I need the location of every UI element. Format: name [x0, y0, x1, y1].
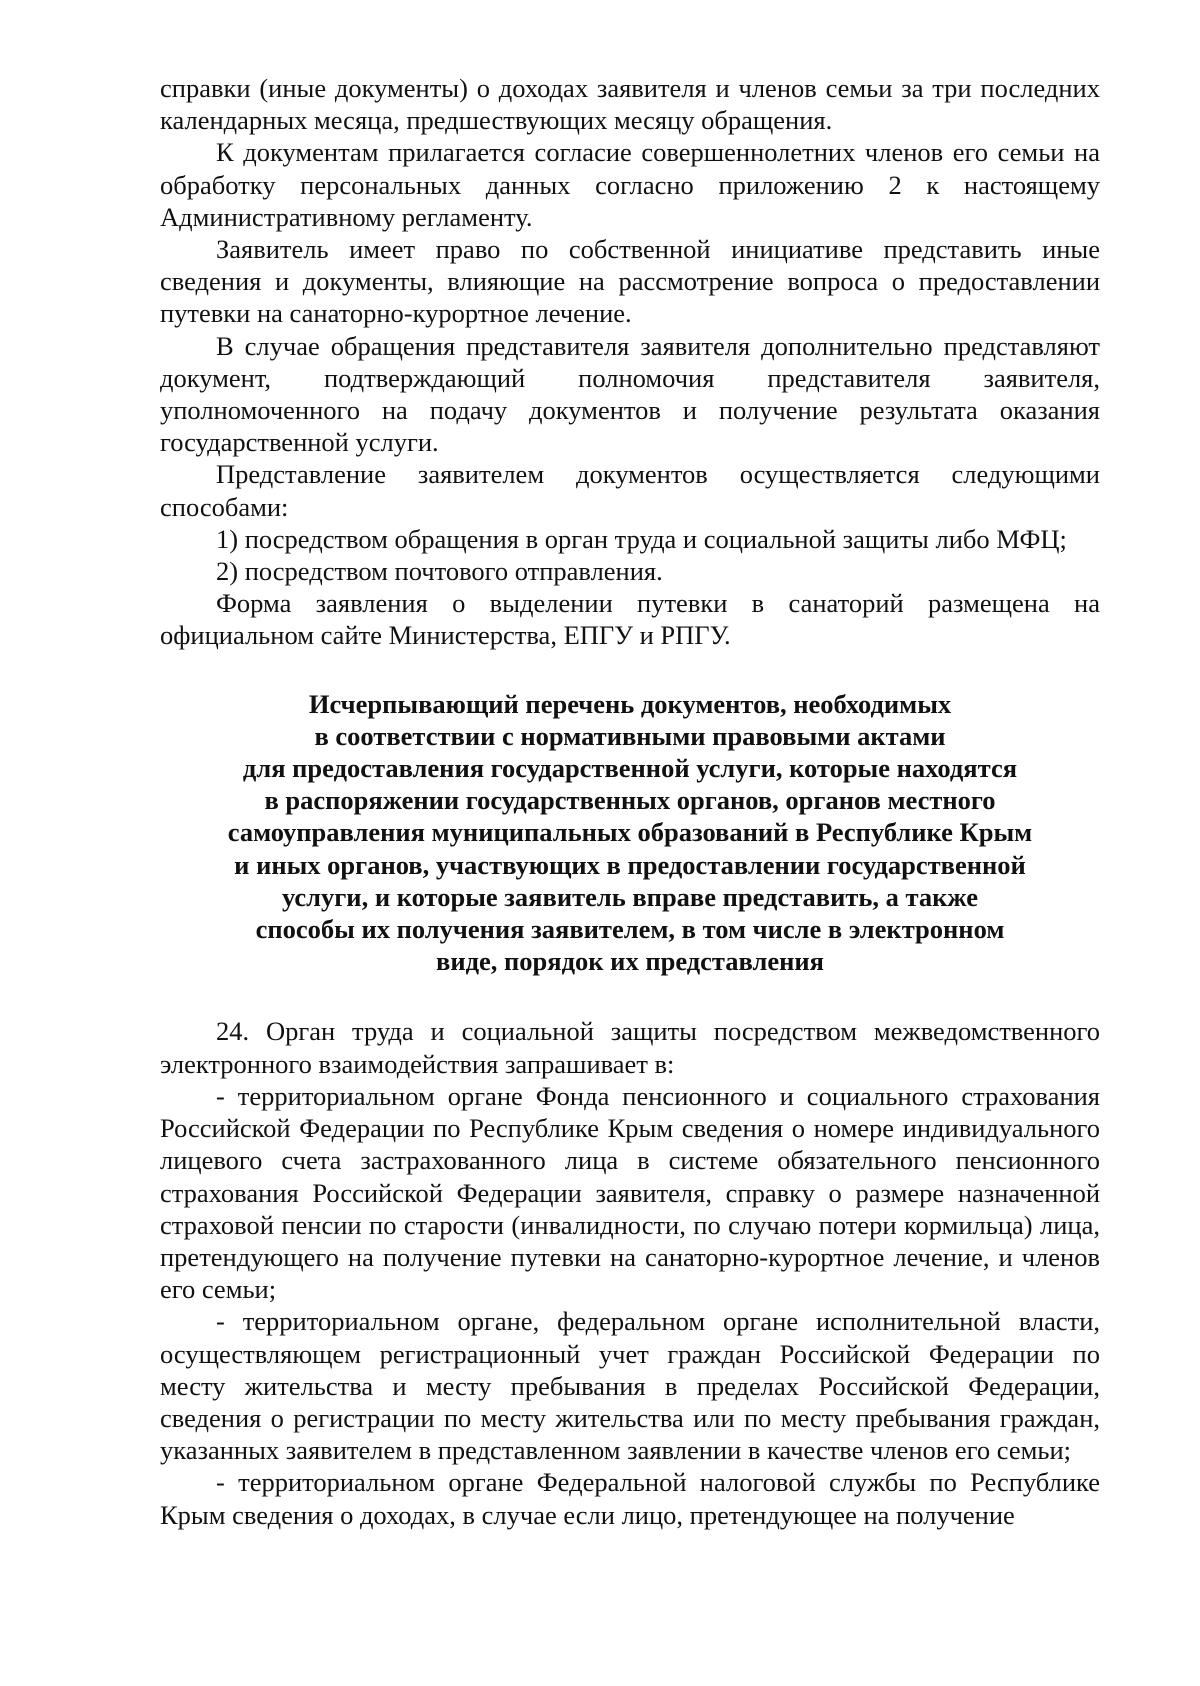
heading-line: виде, порядок их представления [436, 946, 824, 977]
heading-line: Исчерпывающий перечень документов, необходимых [308, 688, 952, 719]
paragraph-submission-methods: Представление заявителем документов осуществляется следующими способами: [160, 459, 1100, 522]
list-item-tax-service: - территориальном органе Федеральной налоговой службы по Республике Крым сведения о доходах, в случае если лицо, претендующее на получение [160, 1467, 1100, 1530]
list-item-registration-authority: - территориальном органе, федеральном органе исполнительной власти, осуществляющем регистрационный учет граждан Российской Федерации по месту жительства и месту пребывания в пределах Российской Федерации, сведения о регистрации по месту жительства или по месту пребывания граждан, указанных заявителем в представленном заявлении в качестве членов его семьи; [160, 1306, 1100, 1466]
paragraph-consent: К документам прилагается согласие совершеннолетних членов его семьи на обработку персональных данных согласно приложению 2 к настоящему Административному регламенту. [160, 137, 1100, 232]
document-page [160, 72, 1100, 1531]
list-item-pension-fund: - территориальном органе Фонда пенсионного и социального страхования Российской Федерации по Республике Крым сведения о номере индивидуального лицевого счета застрахованного лица в системе обязательного пенсионного страхования Российской Федерации заявителя, справку о размере назначенной страховой пенсии по старости (инвалидности, по случаю потери кормильца) лица, претендующего на получение путевки на санаторно-курортное лечение, и членов его семьи; [160, 1080, 1100, 1305]
heading-line: способы их получения заявителем, в том числе в электронном [255, 914, 1005, 945]
paragraph-income-certificates: справки (иные документы) о доходах заявителя и членов семьи за три последних календарных месяца, предшествующих месяцу обращения. [160, 73, 1100, 136]
list-item-method-2: 2) посредством почтового отправления. [216, 556, 663, 587]
paragraph-applicant-right: Заявитель имеет право по собственной инициативе представить иные сведения и документы, влияющие на рассмотрение вопроса о предоставлении путевки на санаторно-курортное лечение. [160, 234, 1100, 329]
paragraph-application-form: Форма заявления о выделении путевки в санаторий размещена на официальном сайте Министерства, ЕПГУ и РПГУ. [160, 588, 1100, 651]
heading-line: услуги, и которые заявитель вправе представить, а также [281, 881, 979, 912]
paragraph-clause-24: 24. Орган труда и социальной защиты посредством межведомственного электронного взаимодействия запрашивает в: [160, 1016, 1100, 1079]
heading-line: и иных органов, участвующих в предоставлении государственной [234, 849, 1026, 880]
heading-line: в соответствии с нормативными правовыми актами [314, 720, 946, 751]
list-item-method-1: 1) посредством обращения в орган труда и социальной защиты либо МФЦ; [216, 523, 1067, 554]
heading-line: самоуправления муниципальных образований в Республике Крым [227, 817, 1033, 848]
paragraph-representative: В случае обращения представителя заявителя дополнительно представляют документ, подтверждающий полномочия представителя заявителя, уполномоченного на подачу документов и получение результата оказания государственной услуги. [160, 330, 1100, 458]
heading-line: в распоряжении государственных органов, органов местного [264, 785, 996, 816]
section-heading [160, 688, 1100, 978]
heading-line: для предоставления государственной услуги, которые находятся [242, 753, 1018, 784]
